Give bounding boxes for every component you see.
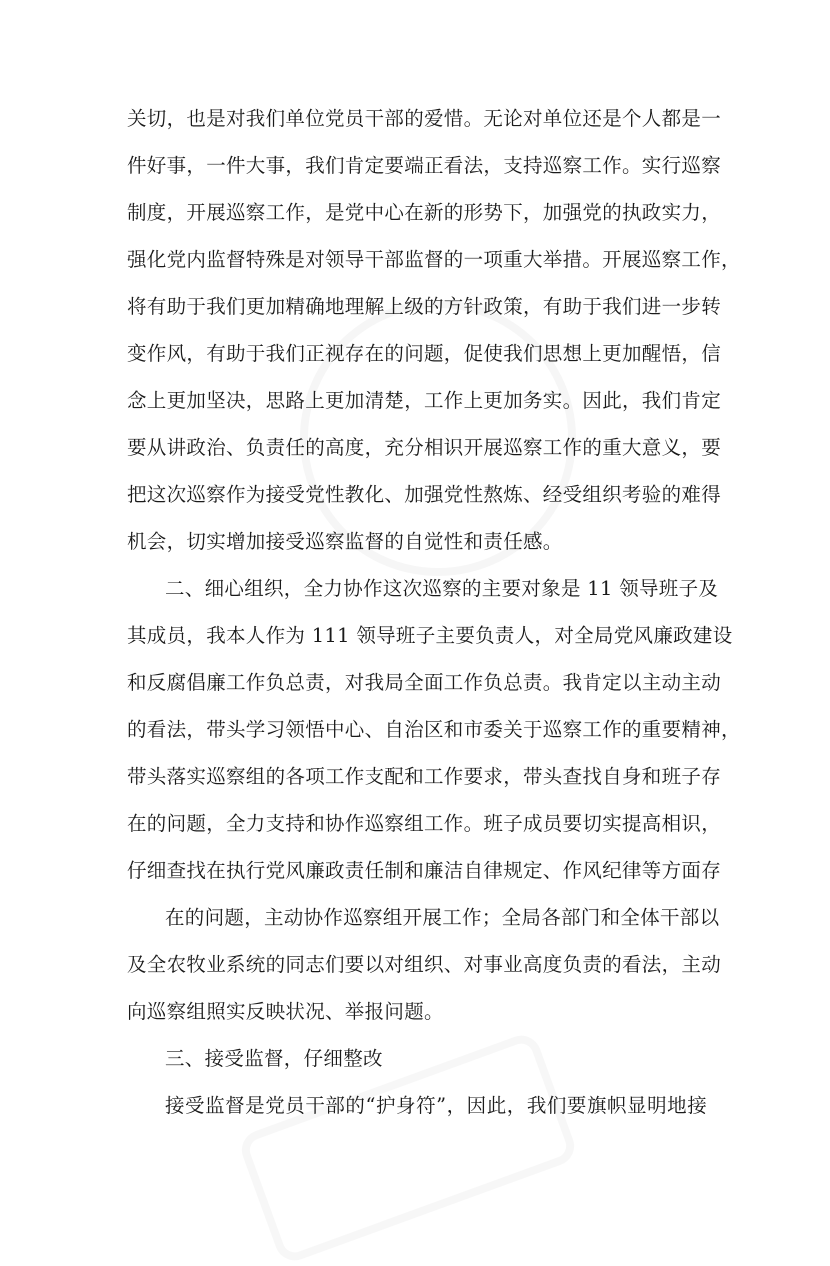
body-line: 把这次巡察作为接受党性教化、加强党性熬炼、经受组织考验的难得 — [127, 483, 722, 506]
body-line: 机会，切实增加接受巡察监督的自觉性和责任感。 — [127, 530, 563, 553]
body-line: 要从讲政治、负责任的高度，充分相识开展巡察工作的重大意义，要 — [127, 436, 722, 459]
body-line: 带头落实巡察组的各项工作支配和工作要求，带头查找自身和班子存 — [127, 765, 722, 788]
body-line: 件好事，一件大事，我们肯定要端正看法，支持巡察工作。实行巡察 — [127, 154, 722, 177]
body-line: 念上更加坚决，思路上更加清楚，工作上更加务实。因此，我们肯定 — [127, 389, 722, 412]
section-three-heading: 三、接受监督，仔细整改 — [165, 1047, 383, 1070]
body-line: 其成员，我本人作为 111 领导班子主要负责人，对全局党风廉政建设 — [127, 624, 733, 647]
body-line: 制度，开展巡察工作，是党中心在新的形势下，加强党的执政实力， — [127, 201, 722, 224]
body-line: 关切，也是对我们单位党员干部的爱惜。无论对单位还是个人都是一 — [127, 107, 722, 130]
body-line: 仔细查找在执行党风廉政责任制和廉洁自律规定、作风纪律等方面存 — [127, 859, 722, 882]
body-line: 向巡察组照实反映状况、举报问题。 — [127, 1000, 444, 1023]
body-line: 将有助于我们更加精确地理解上级的方针政策，有助于我们进一步转 — [127, 295, 722, 318]
body-line: 在的问题，主动协作巡察组开展工作；全局各部门和全体干部以 — [165, 906, 720, 929]
body-line: 强化党内监督特殊是对领导干部监督的一项重大举措。开展巡察工作， — [127, 248, 741, 271]
body-line: 变作风，有助于我们正视存在的问题，促使我们思想上更加醒悟，信 — [127, 342, 722, 365]
body-line: 和反腐倡廉工作负总责，对我局全面工作负总责。我肯定以主动主动 — [127, 671, 722, 694]
body-line: 在的问题，全力支持和协作巡察组工作。班子成员要切实提高相识， — [127, 812, 722, 835]
body-line: 的看法，带头学习领悟中心、自治区和市委关于巡察工作的重要精神， — [127, 718, 741, 741]
body-line: 及全农牧业系统的同志们要以对组织、对事业高度负责的看法，主动 — [127, 953, 722, 976]
body-line: 接受监督是党员干部的“护身符”，因此，我们要旗帜显明地接 — [165, 1094, 707, 1117]
section-two-heading-line: 二、细心组织，全力协作这次巡察的主要对象是 11 领导班子及 — [165, 577, 719, 600]
